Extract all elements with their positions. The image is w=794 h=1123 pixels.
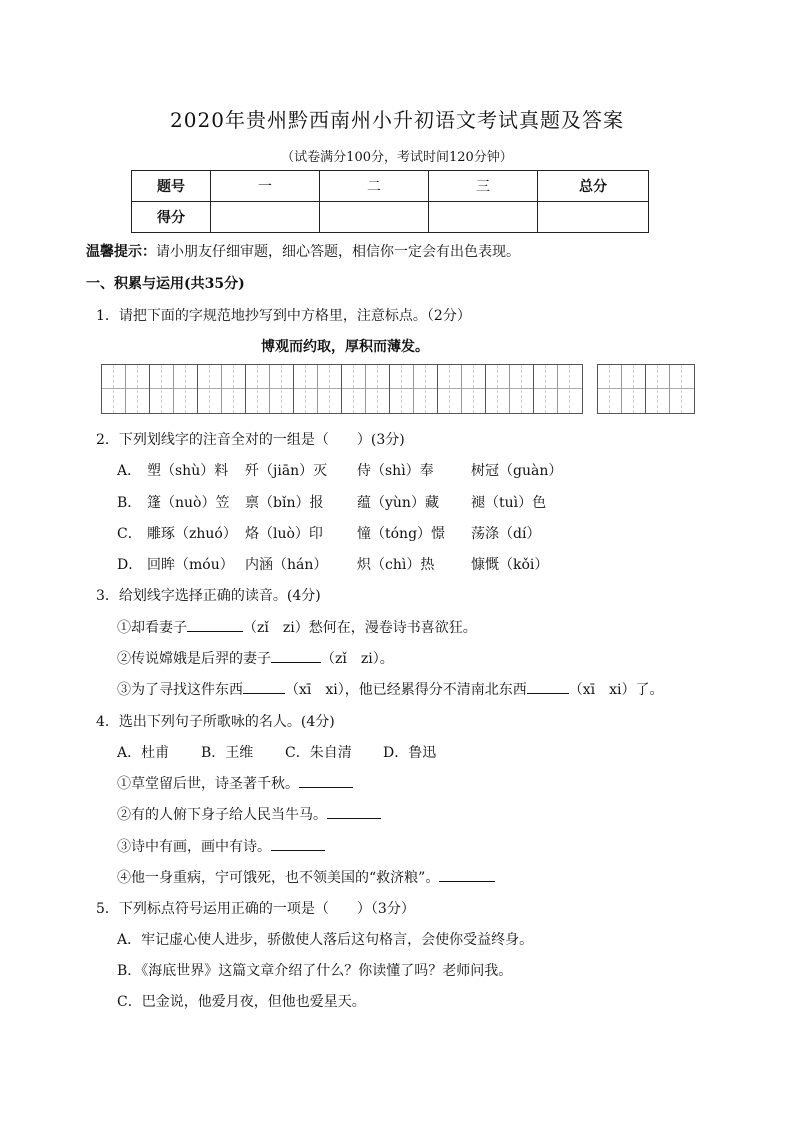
line-text: （zǐ zi）愁何在，漫卷诗书喜欲狂。 — [243, 620, 477, 636]
answer-blank[interactable] — [527, 679, 569, 694]
option-item: 雕琢（zhuó） — [147, 526, 237, 542]
score-cell[interactable] — [538, 202, 649, 233]
line-text: （xī xi）了。 — [568, 682, 664, 698]
question-2-stem: 2．下列划线字的注音全对的一组是（ ）(3分) — [96, 432, 405, 448]
option-letter: D． — [117, 557, 143, 573]
answer-blank[interactable] — [439, 867, 495, 882]
option-item: 内涵（hán） — [245, 557, 328, 573]
section-heading: 一、积累与运用(共35分) — [86, 276, 245, 292]
tip-text: 请小朋友仔细审题，细心答题，相信你一定会有出色表现。 — [156, 244, 520, 260]
tip-line — [86, 241, 520, 261]
line-text: ④他一身重病，宁可饿死，也不领美国的“救济粮”。 — [117, 870, 440, 886]
option-item: 塑（shù）料 — [147, 463, 229, 479]
table-header-cell: 题号 — [132, 171, 211, 202]
question-4-stem: 4．选出下列句子所歌咏的名人。(4分) — [96, 714, 335, 730]
question-5-option-b: B．《海底世界》这篇文章介绍了什么？你读懂了吗？老师问我。 — [117, 963, 513, 979]
line-text: ①却看妻子 — [117, 620, 187, 636]
answer-blank[interactable] — [271, 836, 325, 851]
score-cell[interactable] — [211, 202, 320, 233]
question-4-line-2 — [117, 804, 381, 824]
option-item: 篷（nuò）笠 — [147, 495, 230, 511]
table-row-label: 得分 — [132, 202, 211, 233]
line-text: ③为了寻找这件东西 — [117, 682, 243, 698]
tip-label: 温馨提示： — [86, 244, 156, 260]
score-cell[interactable] — [320, 202, 429, 233]
option-item: 褪（tuì）色 — [471, 495, 547, 511]
score-table — [131, 170, 649, 233]
answer-blank[interactable] — [243, 679, 285, 694]
page-title: 2020年贵州黔西南州小升初语文考试真题及答案 — [170, 108, 624, 132]
question-4-line-1 — [117, 773, 353, 793]
option-item: 荡涤（dí） — [471, 526, 541, 542]
option-item: 慷慨（kǒi） — [471, 557, 549, 573]
line-text: （zǐ zi）。 — [321, 651, 394, 667]
answer-blank[interactable] — [299, 773, 353, 788]
table-row — [132, 202, 649, 233]
table-header-cell: 总分 — [538, 171, 649, 202]
option-item: 蕴（yùn）藏 — [357, 495, 439, 511]
option-item: 憧（tóng）憬 — [357, 526, 446, 542]
writing-grid-left[interactable] — [101, 364, 583, 414]
option-c: C．朱自清 — [285, 745, 352, 761]
question-1-stem: 1．请把下面的字规范地抄写到中方格里，注意标点。（2分） — [96, 308, 471, 324]
table-row — [132, 171, 649, 202]
table-header-cell: 二 — [320, 171, 429, 202]
option-item: 烙（luò）印 — [245, 526, 323, 542]
option-row-c — [117, 523, 540, 543]
answer-blank[interactable] — [327, 804, 381, 819]
option-row-a — [117, 460, 562, 480]
option-b: B．王维 — [201, 745, 254, 761]
option-letter: A． — [117, 463, 142, 479]
table-header-cell: 三 — [429, 171, 538, 202]
exam-info: （试卷满分100分，考试时间120分钟） — [281, 150, 513, 165]
line-text: （xī xi），他已经累得分不清南北东西 — [285, 682, 527, 698]
question-3-stem: 3．给划线字选择正确的读音。(4分) — [96, 588, 321, 604]
option-item: 侍（shì）奉 — [357, 463, 434, 479]
option-item: 炽（chì）热 — [357, 557, 435, 573]
question-4-options — [117, 742, 436, 762]
line-text: ②传说嫦娥是后羿的妻子 — [117, 651, 271, 667]
table-header-cell: 一 — [211, 171, 320, 202]
question-5-stem: 5．下列标点符号运用正确的一项是（ ）（3分） — [96, 901, 415, 917]
answer-blank[interactable] — [271, 648, 321, 663]
writing-grid-right[interactable] — [597, 364, 695, 414]
question-4-line-4 — [117, 867, 495, 887]
line-text: ①草堂留后世，诗圣著千秋。 — [117, 776, 299, 792]
line-text: ②有的人俯下身子给人民当牛马。 — [117, 807, 327, 823]
option-item: 禀（bǐn）报 — [245, 495, 324, 511]
option-letter: B． — [117, 495, 142, 511]
option-row-b — [117, 492, 546, 512]
question-3-line-1 — [117, 617, 477, 637]
copy-sentence: 博观而约取，厚积而薄发。 — [261, 339, 429, 355]
option-a: A．杜甫 — [117, 745, 170, 761]
option-letter: C． — [117, 526, 142, 542]
line-text: ③诗中有画，画中有诗。 — [117, 839, 271, 855]
question-3-line-3 — [117, 679, 664, 699]
option-item: 歼（jiān）灭 — [245, 463, 328, 479]
option-item: 树冠（guàn） — [471, 463, 563, 479]
option-row-d — [117, 554, 548, 574]
option-d: D．鲁迅 — [383, 745, 437, 761]
question-5-option-c: C．巴金说，他爱月夜，但他也爱星天。 — [117, 994, 366, 1010]
question-3-line-2 — [117, 648, 394, 668]
answer-blank[interactable] — [187, 617, 243, 632]
question-4-line-3 — [117, 836, 325, 856]
option-item: 回眸（móu） — [147, 557, 234, 573]
score-cell[interactable] — [429, 202, 538, 233]
question-5-option-a: A．牢记虚心使人进步，骄傲使人落后这句格言，会使你受益终身。 — [117, 932, 534, 948]
